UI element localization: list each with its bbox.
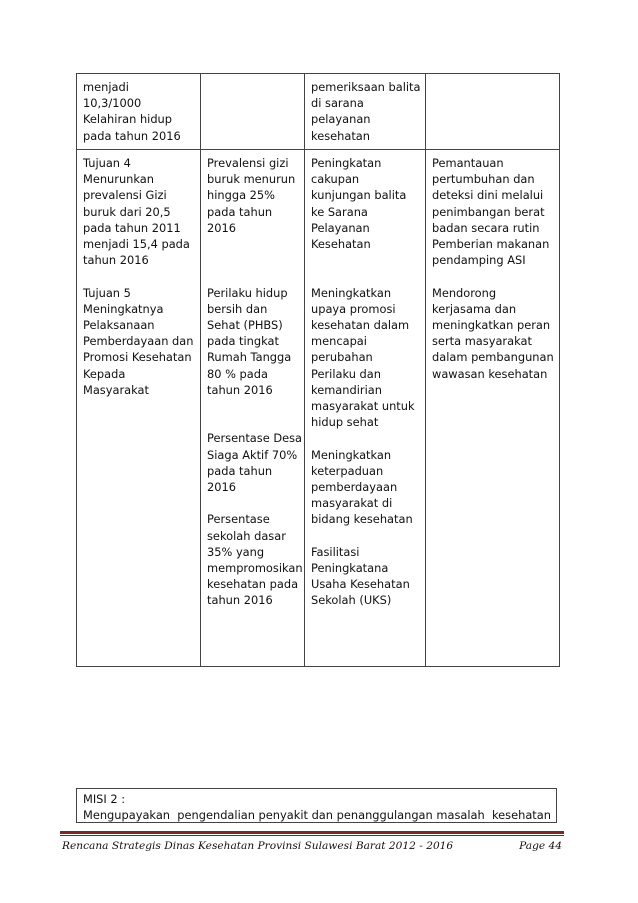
text-line: Prevalensi gizi bbox=[207, 156, 289, 170]
text-line: pemberdayaan bbox=[311, 480, 398, 495]
text-line: hidup sehat bbox=[311, 415, 379, 430]
text-line: tahun 2016 bbox=[83, 253, 149, 268]
text-line: tahun 2016 bbox=[207, 593, 273, 608]
text-line: Perilaku dan bbox=[311, 366, 381, 381]
misi-text: Mengupayakan pengendalian penyakit dan penanggulangan masalah kesehatan bbox=[83, 808, 551, 822]
text-line: pada tingkat bbox=[207, 334, 279, 349]
text-block bbox=[311, 155, 420, 252]
text-block bbox=[311, 447, 420, 528]
text-line: Siaga Aktif 70% bbox=[207, 447, 298, 462]
text-line: bersih dan bbox=[207, 301, 268, 316]
cell-strategy bbox=[305, 150, 426, 667]
text-line: masyarakat untuk bbox=[311, 399, 415, 414]
text-line: Pemberdayaan dan bbox=[83, 334, 194, 349]
table-row bbox=[77, 74, 560, 150]
text-line: pada tahun bbox=[207, 463, 273, 478]
text-line: 10,3/1000 bbox=[83, 96, 142, 111]
text-block bbox=[432, 155, 554, 268]
text-line: ke Sarana bbox=[311, 204, 368, 219]
text-line: Persentase Desa bbox=[207, 431, 303, 446]
text-line: pelayanan bbox=[311, 112, 371, 127]
text-block bbox=[311, 79, 420, 144]
text-line: Pelayanan bbox=[311, 220, 370, 235]
text-line: di sarana bbox=[311, 96, 364, 111]
text-line: 2016 bbox=[207, 220, 236, 235]
text-line: Masyarakat bbox=[83, 382, 149, 397]
misi-box bbox=[76, 788, 557, 823]
page-number: Page 44 bbox=[519, 840, 562, 852]
text-line: Persentase bbox=[207, 512, 270, 527]
text-line: mencapai bbox=[311, 334, 367, 349]
text-line: cakupan bbox=[311, 172, 360, 187]
footer-title: Rencana Strategis Dinas Kesehatan Provinsi Sulawesi Barat 2012 - 2016 bbox=[62, 840, 454, 852]
text-line: Sehat (PHBS) bbox=[207, 317, 283, 332]
text-line: Kelahiran hidup bbox=[83, 112, 173, 127]
text-line: bidang kesehatan bbox=[311, 512, 413, 527]
cell-goal bbox=[77, 150, 201, 667]
strategy-table bbox=[76, 73, 560, 667]
text-line: Tujuan 4 bbox=[83, 156, 131, 170]
text-line: kesehatan dalam bbox=[311, 318, 410, 332]
text-line: Meningkatnya bbox=[83, 301, 164, 316]
text-block bbox=[207, 511, 303, 608]
cell-strategy bbox=[305, 74, 426, 150]
text-line: tahun 2016 bbox=[207, 382, 273, 397]
text-line: Mendorong bbox=[432, 285, 497, 300]
text-line: kerjasama dan bbox=[432, 301, 517, 316]
text-line: Tujuan 5 bbox=[83, 285, 131, 300]
text-line: Rumah Tangga bbox=[207, 350, 292, 365]
text-line: Pemantauan bbox=[432, 156, 504, 170]
text-line: pada tahun bbox=[207, 204, 273, 219]
text-line: Sekolah (UKS) bbox=[311, 593, 392, 608]
text-block bbox=[311, 285, 420, 431]
cell-indicator bbox=[201, 150, 305, 667]
text-line: kesehatan bbox=[311, 128, 371, 143]
text-line: Perilaku hidup bbox=[207, 285, 288, 300]
text-line: Kesehatan bbox=[311, 237, 371, 252]
text-line: pada tahun 2016 bbox=[83, 128, 181, 143]
text-line: buruk dari 20,5 bbox=[83, 204, 171, 219]
text-line: perubahan bbox=[311, 350, 373, 365]
text-line: meningkatkan peran bbox=[432, 318, 551, 333]
text-block bbox=[83, 155, 195, 268]
text-block bbox=[83, 79, 195, 144]
text-line: mempromosikan bbox=[207, 560, 303, 575]
text-block bbox=[311, 544, 420, 609]
text-line: pada tahun 2011 bbox=[83, 220, 181, 235]
cell-policy bbox=[426, 150, 560, 667]
text-line: serta masyarakat bbox=[432, 334, 532, 349]
text-line: menjadi bbox=[83, 80, 129, 94]
text-line: Peningkatan bbox=[311, 156, 382, 170]
footer-divider bbox=[60, 835, 564, 836]
text-line: deteksi dini melalui bbox=[432, 188, 544, 203]
text-line: kesehatan pada bbox=[207, 577, 299, 592]
cell-policy bbox=[426, 74, 560, 150]
text-line: menjadi 15,4 pada bbox=[83, 237, 190, 252]
cell-indicator bbox=[201, 74, 305, 150]
text-block bbox=[207, 430, 303, 495]
misi-label: MISI 2 : bbox=[83, 792, 126, 806]
text-line: Kepada bbox=[83, 366, 126, 381]
text-block bbox=[432, 285, 554, 382]
text-line: badan secara rutin bbox=[432, 220, 540, 235]
text-line: 35% yang bbox=[207, 544, 265, 559]
text-line: Meningkatkan bbox=[311, 447, 392, 462]
text-line: hingga 25% bbox=[207, 188, 275, 203]
text-line: Meningkatkan bbox=[311, 285, 392, 300]
text-line: dalam pembangunan bbox=[432, 350, 554, 365]
text-line: buruk menurun bbox=[207, 172, 296, 187]
text-block bbox=[83, 285, 195, 398]
text-line: Peningkatana bbox=[311, 561, 389, 576]
text-line: pertumbuhan dan bbox=[432, 172, 535, 187]
text-line: Promosi Kesehatan bbox=[83, 350, 192, 365]
text-line: 2016 bbox=[207, 479, 236, 494]
text-block bbox=[207, 285, 299, 398]
text-line: Pemberian makanan bbox=[432, 237, 550, 252]
text-line: Pelaksanaan bbox=[83, 318, 155, 333]
text-line: Menurunkan bbox=[83, 172, 154, 187]
table-row bbox=[77, 150, 560, 667]
text-line: wawasan kesehatan bbox=[432, 366, 548, 381]
cell-goal bbox=[77, 74, 201, 150]
text-line: penimbangan berat bbox=[432, 204, 545, 219]
text-line: prevalensi Gizi bbox=[83, 188, 167, 203]
text-line: pendamping ASI bbox=[432, 253, 526, 268]
text-block bbox=[207, 155, 299, 236]
text-line: Fasilitasi bbox=[311, 544, 360, 559]
text-line: masyarakat di bbox=[311, 496, 393, 511]
text-line: 80 % pada bbox=[207, 366, 268, 381]
text-line: Usaha Kesehatan bbox=[311, 577, 410, 592]
footer-divider bbox=[60, 831, 564, 834]
text-line: sekolah dasar bbox=[207, 528, 286, 543]
text-line: pemeriksaan balita bbox=[311, 80, 421, 94]
text-line: kemandirian bbox=[311, 382, 382, 397]
text-line: keterpaduan bbox=[311, 463, 384, 478]
text-line: upaya promosi bbox=[311, 301, 396, 316]
text-line: kunjungan balita bbox=[311, 188, 407, 203]
